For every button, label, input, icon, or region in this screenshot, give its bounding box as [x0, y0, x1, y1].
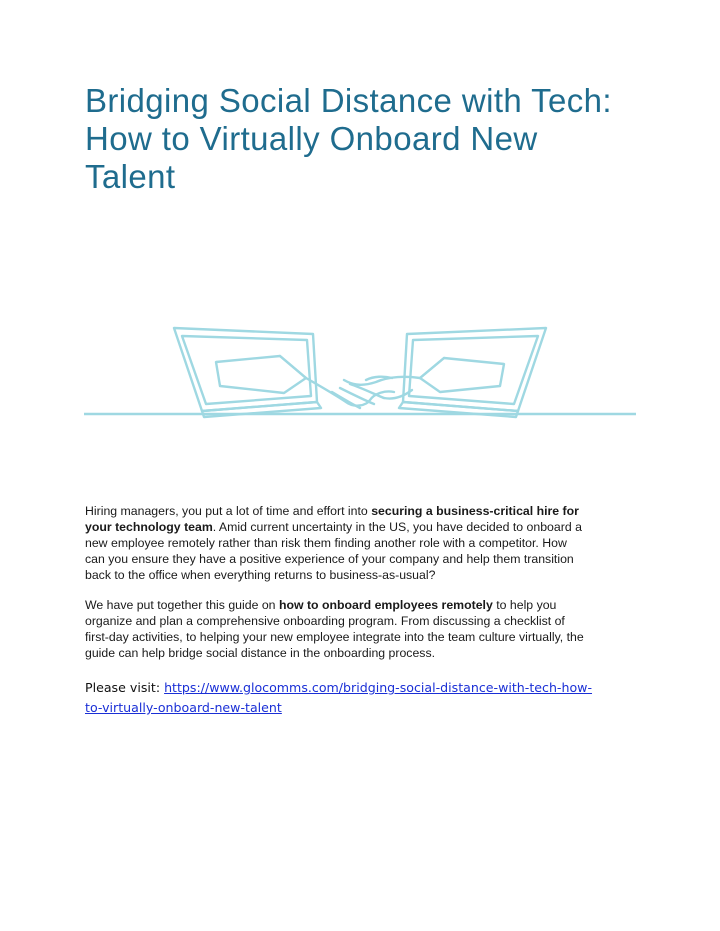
bold-text: how to onboard employees remotely: [278, 598, 493, 612]
guide-paragraph: [85, 597, 645, 661]
paragraph-line: new employee remotely rather than risk them finding another role with a competitor. How: [85, 536, 567, 550]
text-run: to help you: [492, 598, 557, 612]
paragraph-line: [85, 503, 645, 519]
visit-line: [85, 678, 645, 698]
bold-text: securing a business-critical hire for: [371, 504, 579, 518]
text-run: We have put together this guide on: [85, 598, 279, 612]
handshake-through-laptops-icon: [84, 322, 636, 424]
bold-text: your technology team: [85, 520, 213, 534]
paragraph-line: first-day activities, to helping your new employee integrate into the team culture virtually, the: [85, 630, 584, 644]
intro-paragraph: [85, 503, 645, 583]
paragraph-line: [85, 597, 645, 613]
source-link[interactable]: https://www.glocomms.com/bridging-social-distance-with-tech-how-: [164, 680, 593, 695]
title-line-1: Bridging Social Distance with Tech:: [85, 82, 612, 119]
paragraph-line: back to the office when everything returns to business-as-usual?: [85, 568, 436, 582]
paragraph-line: can you ensure they have a positive experience of your company and help them transition: [85, 552, 574, 566]
text-run: Hiring managers, you put a lot of time and effort into: [85, 504, 372, 518]
title-line-3: Talent: [85, 158, 176, 195]
title-line-2: How to Virtually Onboard New: [85, 120, 538, 157]
source-link-continued[interactable]: to-virtually-onboard-new-talent: [85, 700, 282, 715]
paragraph-line: guide can help bridge social distance in the onboarding process.: [85, 646, 436, 660]
paragraph-line: [85, 519, 645, 535]
page-title: [85, 82, 655, 196]
text-run: . Amid current uncertainty in the US, you have decided to onboard a: [212, 520, 582, 534]
visit-label: Please visit:: [85, 680, 165, 695]
visit-line: [85, 698, 645, 718]
visit-link-block: [85, 678, 645, 718]
paragraph-line: organize and plan a comprehensive onboarding program. From discussing a checklist of: [85, 614, 565, 628]
